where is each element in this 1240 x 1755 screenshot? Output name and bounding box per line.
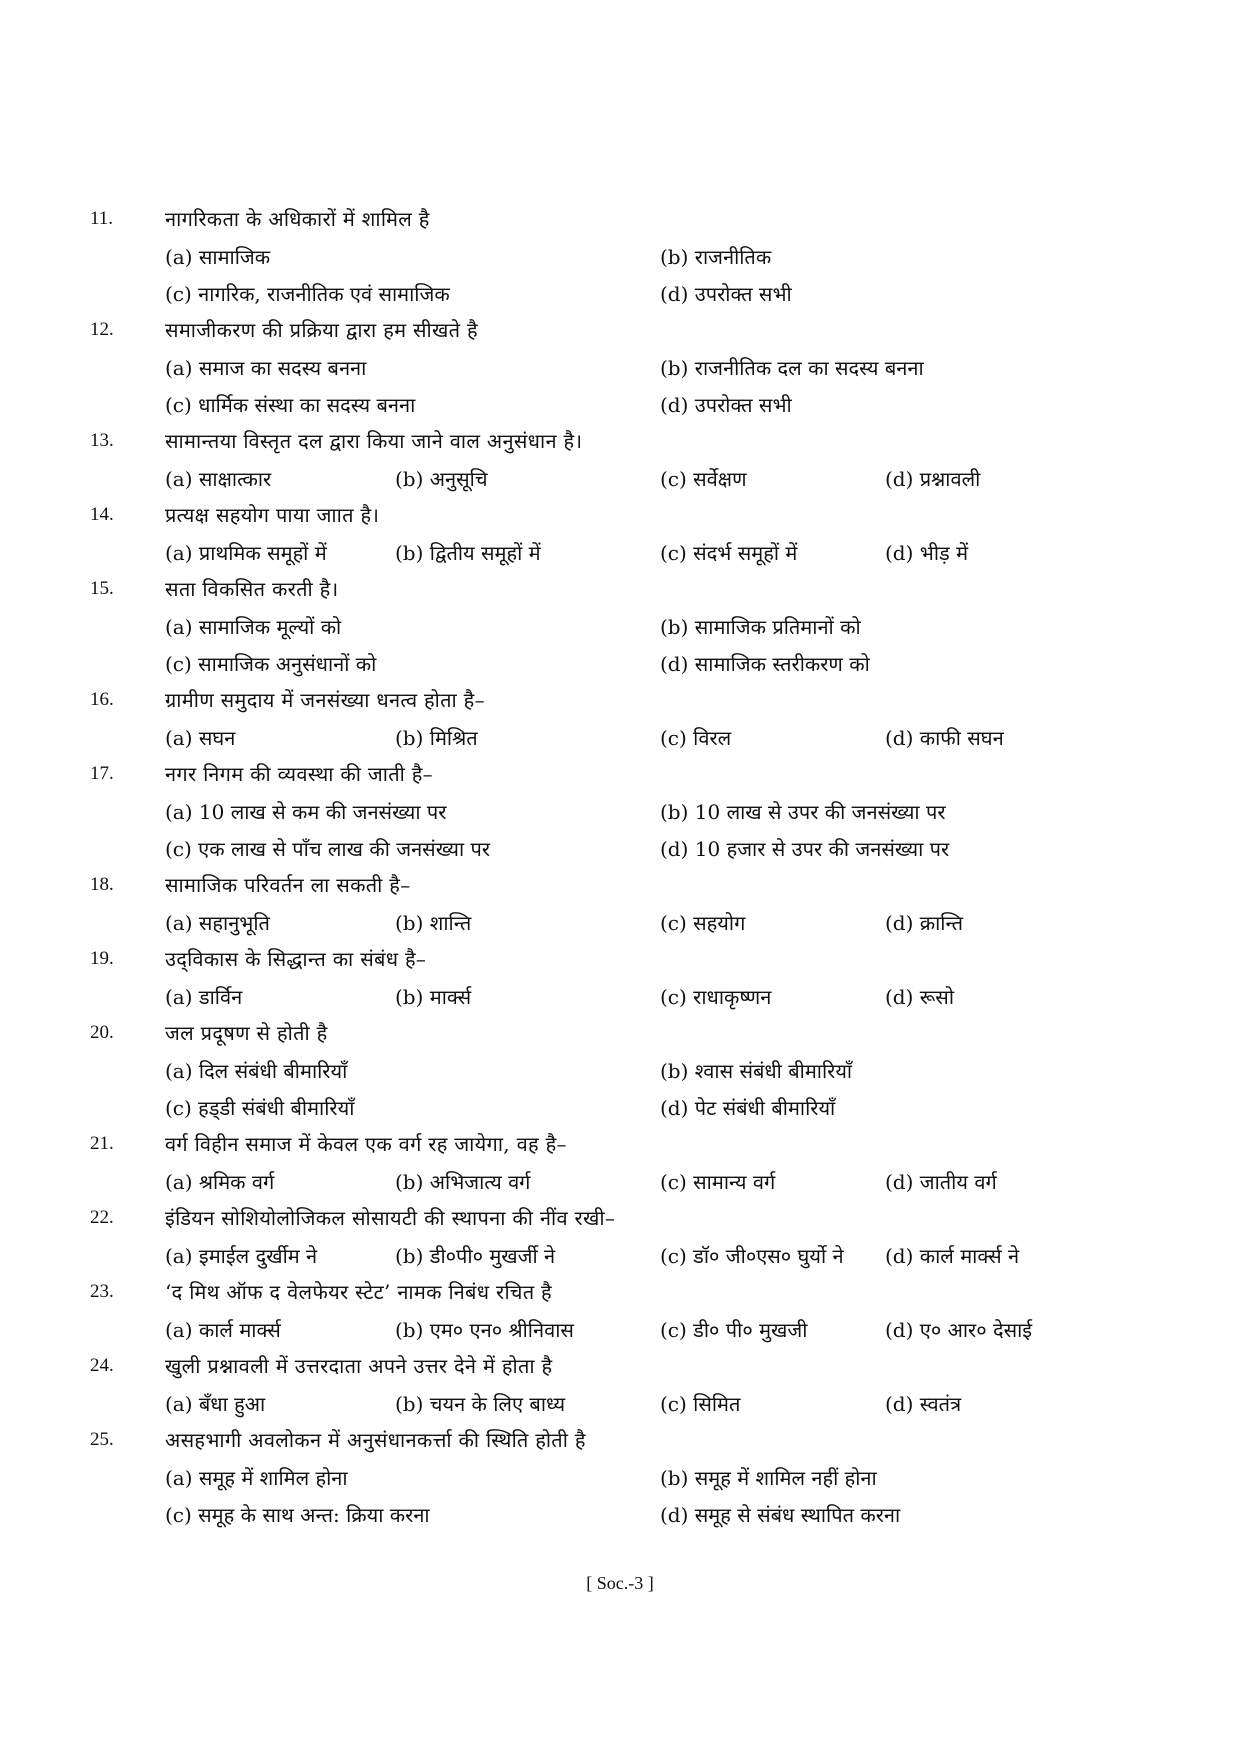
option-row	[165, 1051, 1090, 1088]
question-row	[90, 570, 1090, 607]
question-block	[90, 200, 1090, 311]
option-row	[165, 274, 1090, 311]
question-text: ‘द मिथ ऑफ द वेलफेयर स्टेट’ नामक निबंध रचित है	[165, 1280, 552, 1304]
answer-option: (a) 10 लाख से कम की जनसंख्या पर	[165, 800, 447, 824]
answer-option: (d) जातीय वर्ग	[885, 1170, 997, 1194]
answer-option: (b) 10 लाख से उपर की जनसंख्या पर	[660, 800, 946, 824]
option-row	[165, 1495, 1090, 1532]
question-number: 13.	[90, 429, 114, 451]
answer-option: (d) ए० आर० देसाई	[885, 1318, 1033, 1342]
question-text: नागरिकता के अधिकारों में शामिल है	[165, 207, 430, 231]
answer-option: (b) शान्ति	[395, 911, 472, 935]
question-row	[90, 866, 1090, 903]
question-row	[90, 200, 1090, 237]
option-row	[165, 1384, 1090, 1421]
answer-option: (a) सामाजिक मूल्यों को	[165, 615, 342, 639]
option-row	[165, 718, 1090, 755]
answer-option: (c) विरल	[660, 726, 732, 750]
question-number: 24.	[90, 1354, 114, 1376]
answer-option: (a) दिल संबंधी बीमारियाँ	[165, 1059, 348, 1083]
question-text: वर्ग विहीन समाज में केवल एक वर्ग रह जायेगा, वह है–	[165, 1132, 567, 1156]
option-row	[165, 1162, 1090, 1199]
answer-option: (b) मार्क्स	[395, 985, 472, 1009]
answer-option: (d) काफी सघन	[885, 726, 1004, 750]
question-row	[90, 1421, 1090, 1458]
answer-option: (a) समाज का सदस्य बनना	[165, 356, 367, 380]
question-number: 21.	[90, 1132, 114, 1154]
question-text: सामाजिक परिवर्तन ला सकती है–	[165, 873, 411, 897]
answer-option: (a) प्राथमिक समूहों में	[165, 541, 327, 565]
question-number: 23.	[90, 1280, 114, 1302]
answer-option: (c) राधाकृष्णन	[660, 985, 772, 1009]
answer-option: (a) इमाईल दुर्खीम ने	[165, 1244, 318, 1268]
option-row	[165, 237, 1090, 274]
question-number: 14.	[90, 503, 114, 525]
answer-option: (a) सघन	[165, 726, 236, 750]
answer-option: (c) डी० पी० मुखजी	[660, 1318, 808, 1342]
answer-option: (c) हड्‌डी संबंधी बीमारियाँ	[165, 1096, 355, 1120]
option-row	[165, 792, 1090, 829]
answer-option: (b) अनुसूचि	[395, 467, 488, 491]
answer-option: (b) द्वितीय समूहों में	[395, 541, 541, 565]
answer-option: (b) मिश्रित	[395, 726, 478, 750]
answer-option: (d) 10 हजार से उपर की जनसंख्या पर	[660, 837, 950, 861]
answer-option: (a) साक्षात्कार	[165, 467, 272, 491]
question-number: 22.	[90, 1206, 114, 1228]
page-footer: [ Soc.-3 ]	[586, 1573, 654, 1593]
question-list	[90, 200, 1090, 1532]
answer-option: (d) समूह से संबंध स्थापित करना	[660, 1503, 901, 1527]
answer-option: (d) प्रश्नावली	[885, 467, 981, 491]
question-text: नगर निगम की व्यवस्था की जाती है–	[165, 762, 433, 786]
question-block	[90, 1199, 1090, 1273]
answer-option: (d) स्वतंत्र	[885, 1392, 962, 1416]
answer-option: (c) सामान्य वर्ग	[660, 1170, 776, 1194]
answer-option: (b) राजनीतिक दल का सदस्य बनना	[660, 356, 924, 380]
question-number: 11.	[90, 207, 114, 229]
question-number: 25.	[90, 1428, 114, 1450]
question-text: प्रत्यक्ष सहयोग पाया जाात है।	[165, 503, 380, 527]
answer-option: (c) एक लाख से पाँच लाख की जनसंख्या पर	[165, 837, 491, 861]
question-row	[90, 1347, 1090, 1384]
question-row	[90, 1014, 1090, 1051]
answer-option: (c) सर्वेक्षण	[660, 467, 747, 491]
question-block	[90, 422, 1090, 496]
answer-option: (d) क्रान्ति	[885, 911, 964, 935]
option-row	[165, 385, 1090, 422]
question-text: सता विकसित करती है।	[165, 577, 339, 601]
option-row	[165, 533, 1090, 570]
option-row	[165, 607, 1090, 644]
question-number: 17.	[90, 762, 114, 784]
answer-option: (a) सहानुभूति	[165, 911, 270, 935]
question-number: 16.	[90, 688, 114, 710]
answer-option: (a) कार्ल मार्क्स	[165, 1318, 281, 1342]
answer-option: (c) समूह के साथ अन्त: क्रिया करना	[165, 1503, 430, 1527]
answer-option: (b) समूह में शामिल नहीं होना	[660, 1466, 877, 1490]
answer-option: (d) भीड़ में	[885, 541, 969, 565]
question-block	[90, 681, 1090, 755]
answer-option: (b) सामाजिक प्रतिमानों को	[660, 615, 861, 639]
question-block	[90, 940, 1090, 1014]
question-text: असहभागी अवलोकन में अनुसंधानकर्त्ता की स्थिति होती है	[165, 1428, 586, 1452]
question-text: समाजीकरण की प्रक्रिया द्वारा हम सीखते है	[165, 318, 478, 342]
option-row	[165, 903, 1090, 940]
option-row	[165, 977, 1090, 1014]
question-number: 20.	[90, 1021, 114, 1043]
answer-option: (a) श्रमिक वर्ग	[165, 1170, 275, 1194]
option-row	[165, 644, 1090, 681]
question-number: 15.	[90, 577, 114, 599]
question-text: उद्‌विकास के सिद्धान्त का संबंध है–	[165, 947, 427, 971]
answer-option: (b) चयन के लिए बाध्य	[395, 1392, 566, 1416]
question-block	[90, 866, 1090, 940]
option-row	[165, 1310, 1090, 1347]
answer-option: (c) सामाजिक अनुसंधानों को	[165, 652, 377, 676]
answer-option: (d) पेट संबंधी बीमारियाँ	[660, 1096, 836, 1120]
answer-option: (b) श्वास संबंधी बीमारियाँ	[660, 1059, 853, 1083]
question-row	[90, 422, 1090, 459]
option-row	[165, 1236, 1090, 1273]
question-row	[90, 1273, 1090, 1310]
answer-option: (b) एम० एन० श्रीनिवास	[395, 1318, 574, 1342]
question-block	[90, 1014, 1090, 1125]
answer-option: (a) बँधा हुआ	[165, 1392, 266, 1416]
answer-option: (c) धार्मिक संस्था का सदस्य बनना	[165, 393, 416, 417]
question-block	[90, 496, 1090, 570]
question-text: ग्रामीण समुदाय में जनसंख्या धनत्व होता है–	[165, 688, 485, 712]
question-block	[90, 570, 1090, 681]
answer-option: (c) संदर्भ समूहों में	[660, 541, 798, 565]
question-text: खुली प्रश्नावली में उत्तरदाता अपने उत्तर देने में होता है	[165, 1354, 553, 1378]
question-row	[90, 1199, 1090, 1236]
answer-option: (d) सामाजिक स्तरीकरण को	[660, 652, 870, 676]
answer-option: (d) रूसो	[885, 985, 955, 1009]
question-row	[90, 1125, 1090, 1162]
answer-option: (a) सामाजिक	[165, 245, 271, 269]
option-row	[165, 829, 1090, 866]
question-block	[90, 1273, 1090, 1347]
question-number: 12.	[90, 318, 114, 340]
question-block	[90, 1125, 1090, 1199]
answer-option: (d) उपरोक्त सभी	[660, 282, 792, 306]
question-row	[90, 681, 1090, 718]
question-row	[90, 755, 1090, 792]
answer-option: (b) डी०पी० मुखर्जी ने	[395, 1244, 556, 1268]
answer-option: (b) अभिजात्य वर्ग	[395, 1170, 531, 1194]
question-block	[90, 1421, 1090, 1532]
answer-option: (a) समूह में शामिल होना	[165, 1466, 348, 1490]
answer-option: (a) डार्विन	[165, 985, 243, 1009]
question-block	[90, 311, 1090, 422]
question-text: जल प्रदूषण से होती है	[165, 1021, 328, 1045]
question-number: 19.	[90, 947, 114, 969]
option-row	[165, 1458, 1090, 1495]
question-text: इंडियन सोशियोलोजिकल सोसायटी की स्थापना की नींव रखी–	[165, 1206, 616, 1230]
question-number: 18.	[90, 873, 114, 895]
answer-option: (d) कार्ल मार्क्स ने	[885, 1244, 1020, 1268]
answer-option: (c) नागरिक, राजनीतिक एवं सामाजिक	[165, 282, 450, 306]
question-row	[90, 311, 1090, 348]
question-row	[90, 940, 1090, 977]
question-text: सामान्तया विस्तृत दल द्वारा किया जाने वाल अनुसंधान है।	[165, 429, 583, 453]
option-row	[165, 1088, 1090, 1125]
answer-option: (b) राजनीतिक	[660, 245, 772, 269]
answer-option: (c) डॉ० जी०एस० घुर्यो ने	[660, 1244, 844, 1268]
question-block	[90, 1347, 1090, 1421]
question-block	[90, 755, 1090, 866]
option-row	[165, 459, 1090, 496]
question-row	[90, 496, 1090, 533]
option-row	[165, 348, 1090, 385]
answer-option: (d) उपरोक्त सभी	[660, 393, 792, 417]
answer-option: (c) सिमित	[660, 1392, 741, 1416]
answer-option: (c) सहयोग	[660, 911, 746, 935]
